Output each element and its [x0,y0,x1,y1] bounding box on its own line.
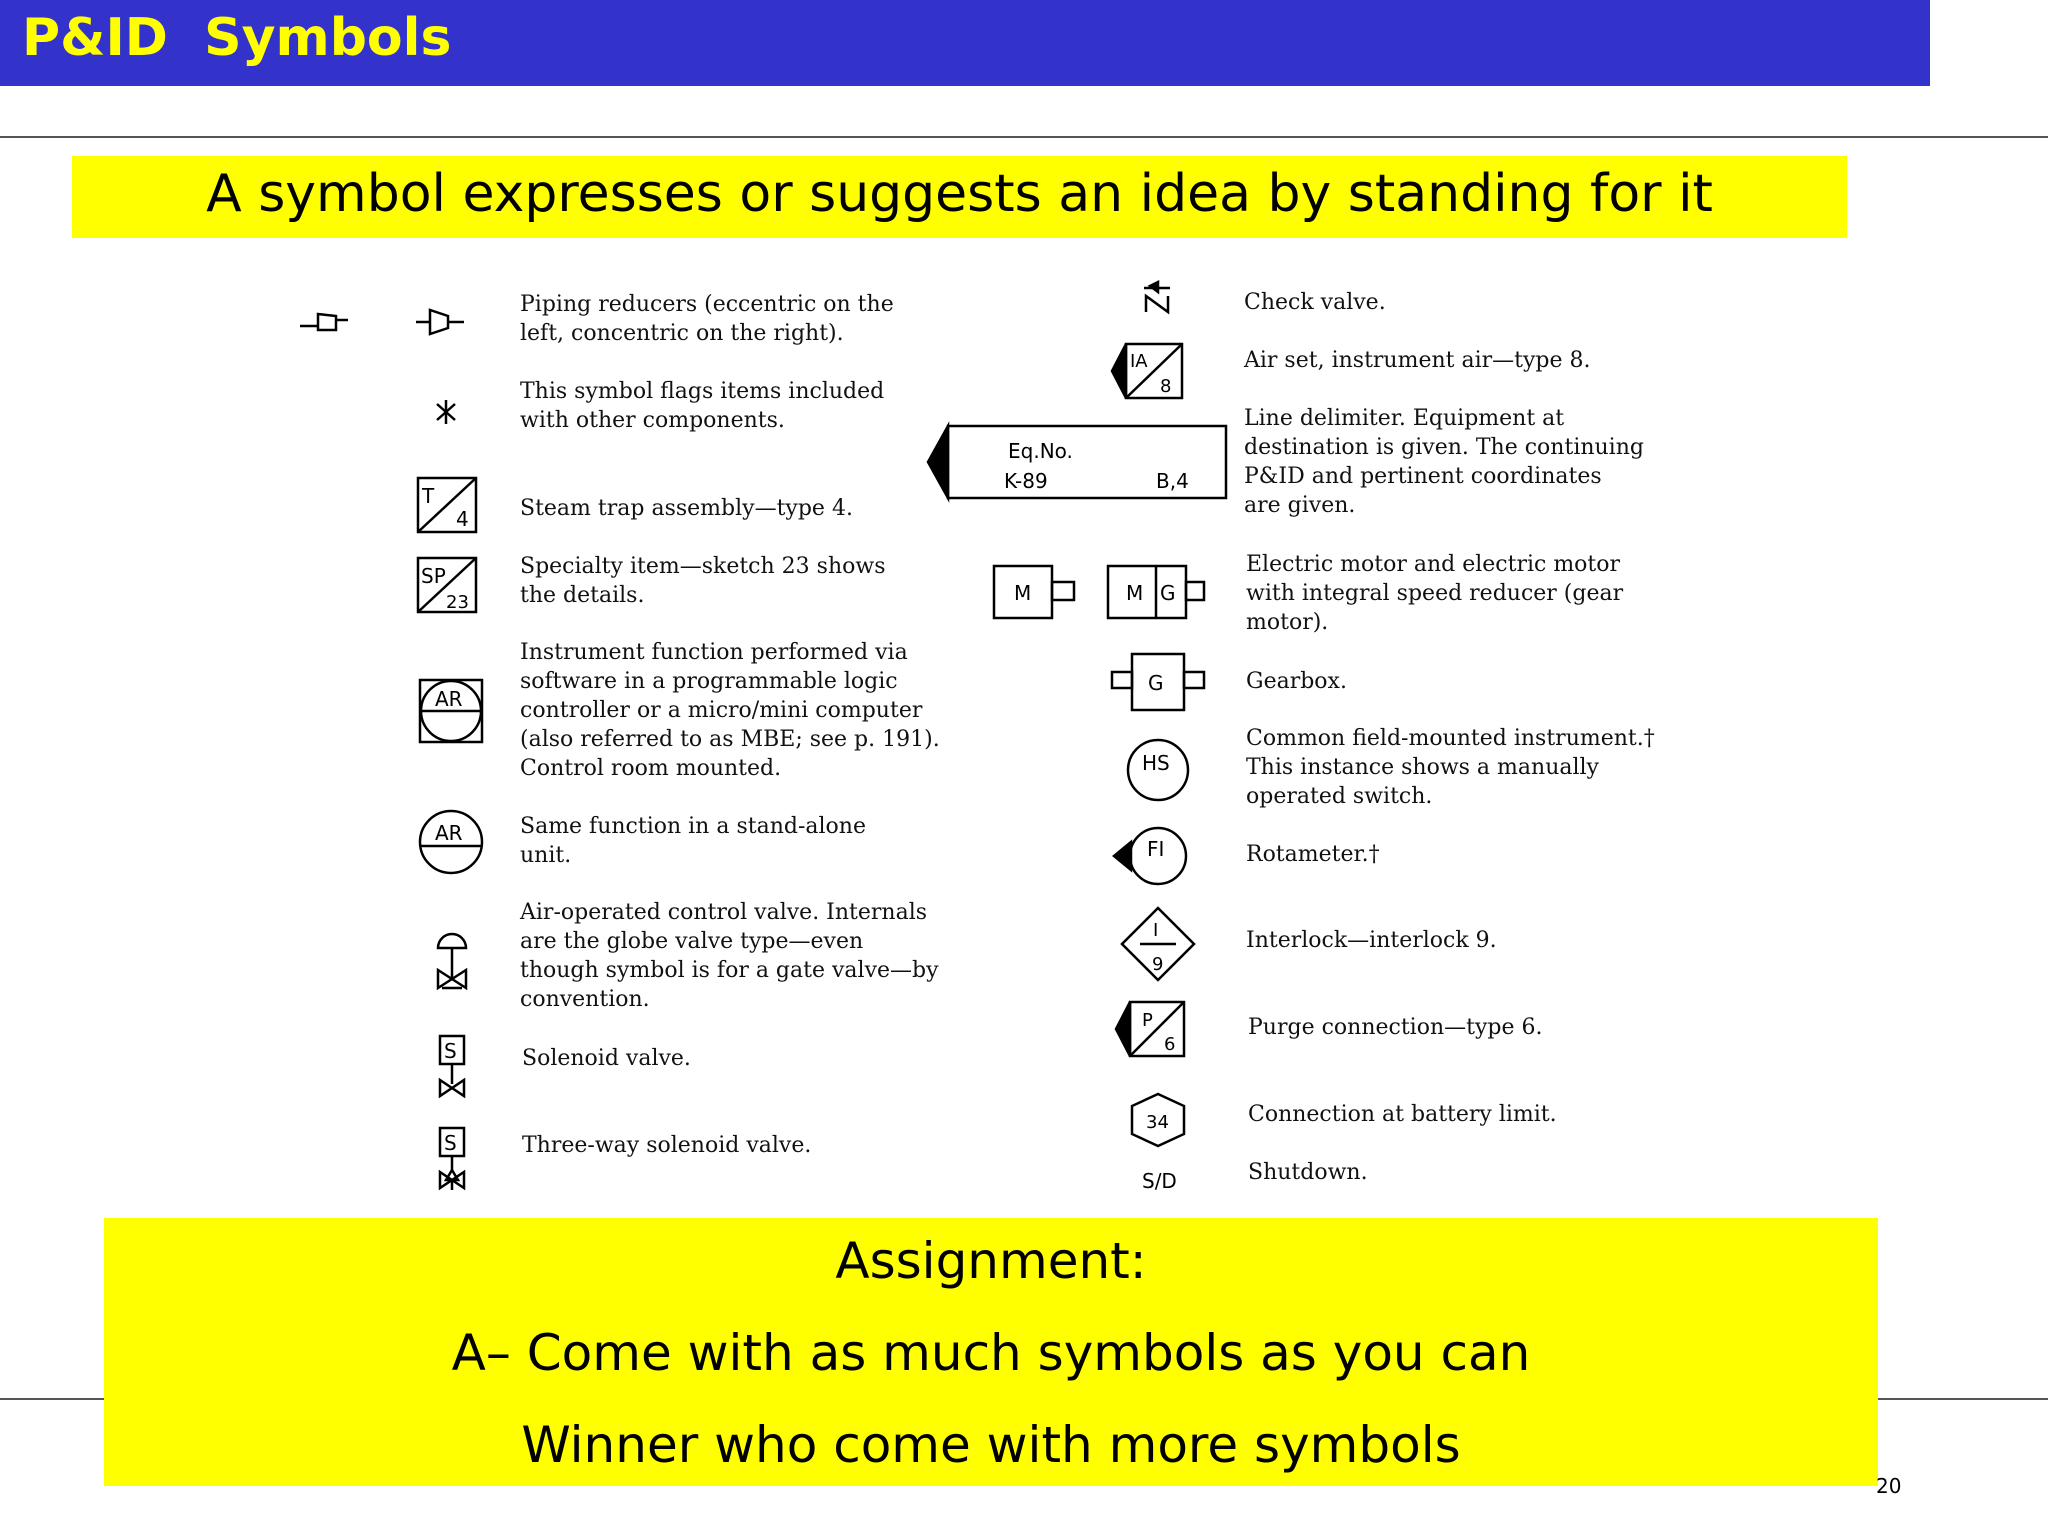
eq-coords: B,4 [1156,469,1189,493]
air-set-icon [1112,344,1182,398]
asterisk-flag-icon [437,400,455,424]
standalone-label: AR [435,821,463,845]
desc-line-delimiter: Line delimiter. Equipment at destination is given. The continuing P&ID and pertinent coordinates are given. [1244,406,1644,518]
reducer-icon [300,310,464,334]
gear-motor-label: M [1126,581,1144,605]
assignment-line-1: A– Come with as much symbols as you can [451,1324,1531,1382]
desc-check-valve: Check valve. [1244,290,1386,315]
desc-standalone: Same function in a stand-alone unit. [520,814,866,868]
rotameter-icon [1114,828,1186,884]
purge-label-bottom: 6 [1164,1034,1176,1055]
assignment-banner [104,1218,1878,1486]
shutdown-icon [1142,1169,1177,1193]
desc-battery-limit: Connection at battery limit. [1248,1102,1557,1127]
assignment-title: Assignment: [835,1232,1147,1290]
desc-flag: This symbol flags items included with other components. [520,379,885,433]
desc-rotameter: Rotameter.† [1246,842,1380,867]
solenoid-valve-icon [440,1036,464,1096]
rotameter-label: FI [1147,837,1165,861]
desc-shutdown: Shutdown. [1248,1160,1368,1185]
three-way-solenoid-valve-icon [440,1128,464,1190]
gear-label: G [1160,581,1176,605]
interlock-label-bottom: 9 [1152,954,1164,975]
desc-solenoid: Solenoid valve. [522,1046,691,1071]
standalone-instrument-icon [420,811,482,873]
steam-trap-label-bottom: 4 [456,507,469,531]
motor-label: M [1014,581,1032,605]
check-valve-icon [1144,282,1170,312]
steam-trap-icon [418,478,476,532]
field-instrument-icon [1128,740,1188,800]
solenoid-label: S [444,1039,457,1063]
eq-no-label: Eq.No. [1008,439,1073,463]
desc-purge-connection: Purge connection—type 6. [1248,1015,1543,1040]
plc-instrument-icon [420,680,482,742]
field-instrument-label: HS [1142,751,1170,775]
shutdown-label: S/D [1142,1169,1177,1193]
electric-motor-icon [994,566,1204,618]
battery-limit-icon [1132,1094,1184,1146]
gearbox-icon [1112,654,1204,710]
battery-limit-label: 34 [1146,1112,1169,1133]
air-set-label-top: IA [1130,351,1148,372]
desc-plc-instrument: Instrument function performed via software in a programmable logic controller or a micro/mini computer (also referred to as MBE; see p. 191). Control room mounted. [520,640,940,781]
desc-electric-motor: Electric motor and electric motor with integral speed reducer (gear motor). [1246,552,1624,635]
specialty-label-bottom: 23 [446,592,469,613]
specialty-item-icon [418,558,476,613]
interlock-label-top: I [1153,920,1159,941]
desc-steam-trap: Steam trap assembly—type 4. [520,496,853,521]
purge-label-top: P [1142,1010,1153,1031]
desc-air-set: Air set, instrument air—type 8. [1244,348,1591,373]
desc-reducers: Piping reducers (eccentric on the left, concentric on the right). [520,292,894,346]
page-title: P&ID Symbols [22,8,452,68]
assignment-line-2: Winner who come with more symbols [521,1416,1461,1474]
air-operated-valve-icon [438,934,466,988]
desc-three-way-solenoid: Three-way solenoid valve. [522,1133,812,1158]
desc-field-instrument: Common field-mounted instrument.† This instance shows a manually operated switch. [1246,726,1655,809]
plc-label: AR [435,687,463,711]
desc-gearbox: Gearbox. [1246,669,1347,694]
air-set-label-bottom: 8 [1160,376,1172,397]
gearbox-label: G [1148,671,1164,695]
interlock-icon [1122,908,1194,980]
desc-specialty: Specialty item—sketch 23 shows the details. [520,554,886,608]
desc-interlock: Interlock—interlock 9. [1246,928,1497,953]
line-delimiter-icon [928,426,1226,498]
page-number: 20 [1876,1474,1902,1498]
purge-connection-icon [1116,1002,1184,1056]
steam-trap-label-top: T [422,484,435,508]
desc-air-valve: Air-operated control valve. Internals are the globe valve type—even though symbol is for a gate valve—by convention. [520,900,939,1012]
three-way-solenoid-label: S [444,1131,457,1155]
eq-number: K-89 [1004,469,1048,493]
subtitle-text: A symbol expresses or suggests an idea by standing for it [206,164,1713,224]
specialty-label-top: SP [421,564,446,588]
